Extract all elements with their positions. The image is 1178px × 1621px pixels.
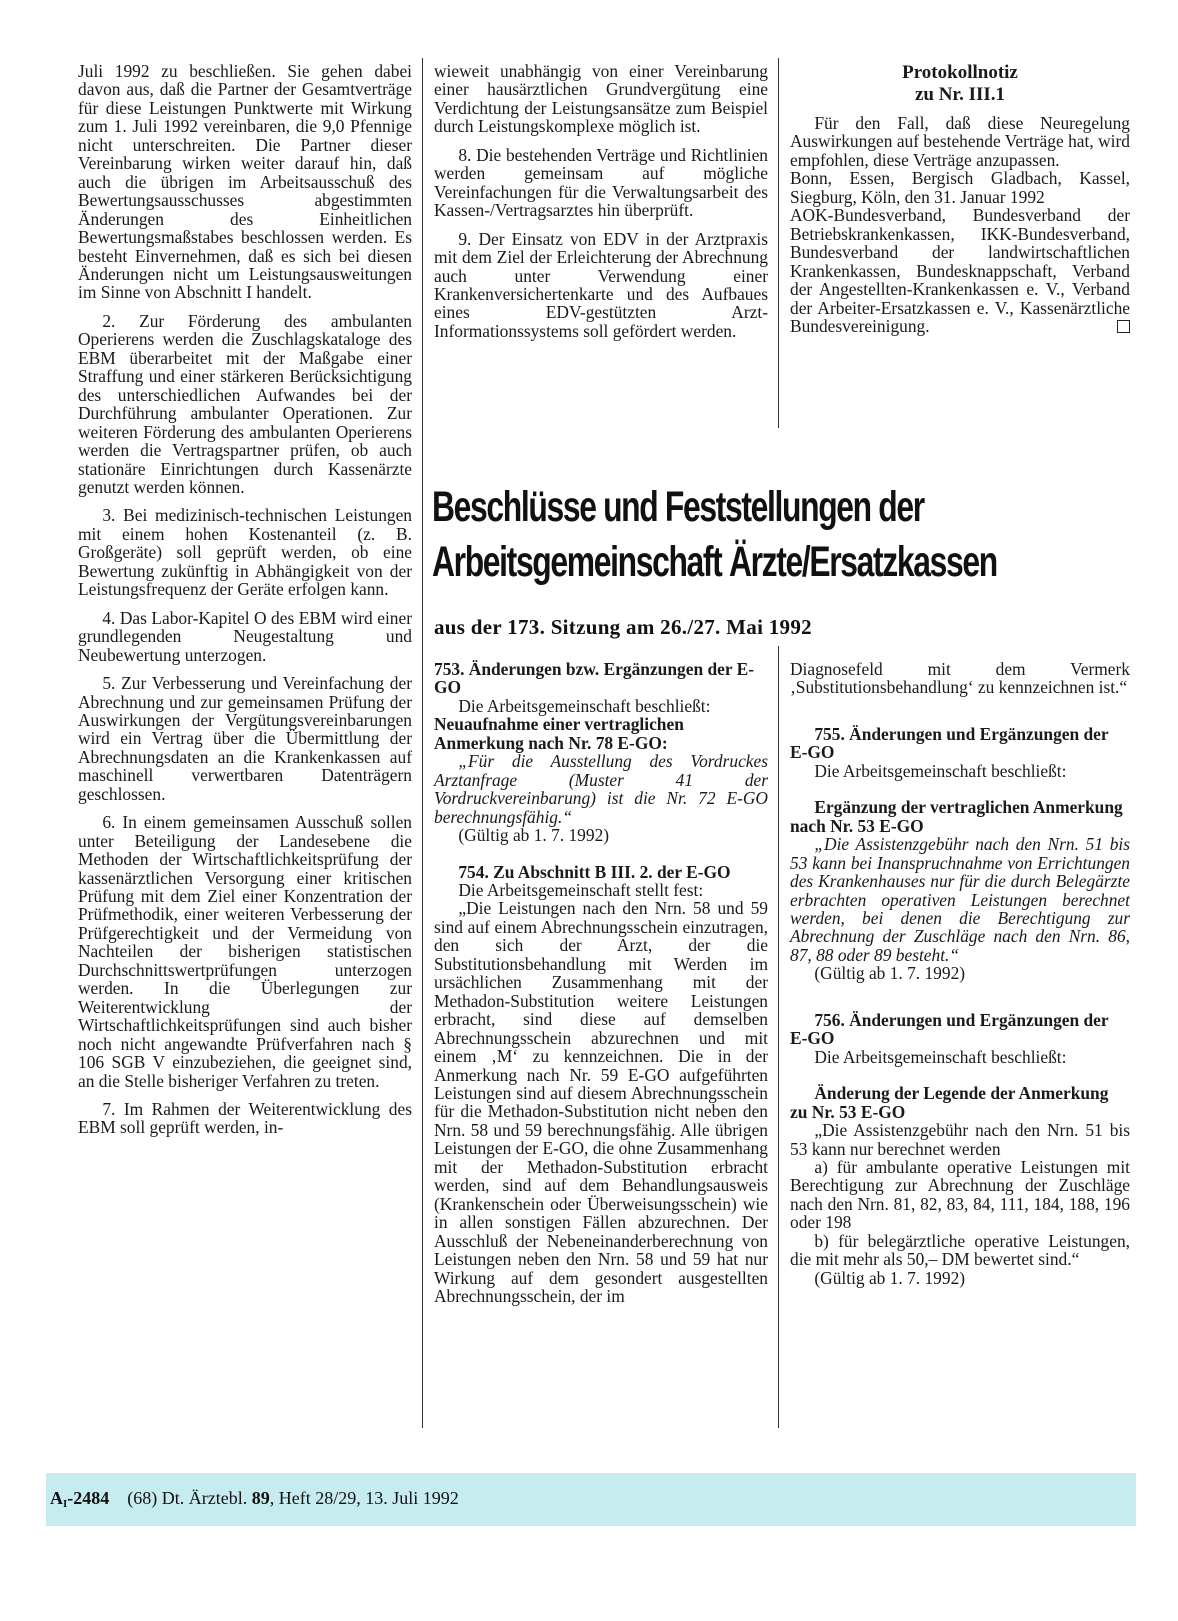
text: Die Arbeitsgemeinschaft stellt fest: [458, 879, 704, 900]
journal-name: (68) Dt. Ärztebl. [127, 1488, 248, 1508]
paragraph: wieweit unabhängig von einer Vereinbarung einer hausärztlichen Grundvergütung eine Verdichtung der Leistungsansätze zum Beispiel durch Leistungskomplexe möglich ist. [434, 61, 768, 137]
protokoll-title-line2: zu Nr. III.1 [914, 84, 1006, 105]
column-5 [790, 660, 1130, 1287]
column-2 [434, 62, 768, 350]
valid-from: (Gültig ab 1. 7. 1992) [814, 1267, 966, 1288]
valid-from: (Gültig ab 1. 7. 1992) [458, 825, 610, 846]
signatories [790, 206, 1130, 335]
section-heading-756: 756. Änderungen und Ergänzungen der E-GO [790, 1009, 1109, 1049]
protokoll-title-line1: Protokollnotiz [902, 62, 1018, 83]
article-subheadline: aus der 173. Sitzung am 26./27. Mai 1992 [434, 615, 812, 639]
paragraph: Juli 1992 zu beschließen. Sie gehen dabei davon aus, daß die Partner der Gesamtverträge für diese Leistungen Punktwerte mit Wirkung zum 1. Juli 1992 vereinbaren, die 9,0 Pfennige nicht unterschreiten. Die Partner dieser Vereinbarung wirken weiter darauf hin, daß auch die übrigen im Arbeitsausschuß des Bewertungsausschusses abgestimmten Änderungen des Einheitlichen Bewertungsmaßstabes beschlossen werden. Es besteht Einvernehmen, daß es sich bei diesen Änderungen nicht um Leistungsausweitungen im Sinne von Abschnitt I handelt. [78, 61, 412, 303]
headline-line2: Arbeitsgemeinschaft Ärzte/Ersatzkassen [432, 538, 997, 586]
issue-date: , Heft 28/29, 13. Juli 1992 [269, 1488, 459, 1508]
paragraph-8: 8. Die bestehenden Verträge und Richtlinien werden gemeinsam auf mögliche Vereinfachungen für die Verwaltungsarbeit des Kassen-/Vertragsarztes hin überprüft. [434, 144, 768, 221]
page-ref-subscript: I [63, 1498, 68, 1510]
list-item-b: b) für belegärztliche operative Leistungen, die mit mehr als 50,– DM bewertet sind.“ [790, 1230, 1130, 1270]
paragraph-6: 6. In einem gemeinsamen Ausschuß sollen unter Beteiligung der Landesebene die Methoden der Wirtschaftlichkeitsprüfung der kassenärztlichen Versorgung einer kritischen Prüfung mit dem Ziel einer Konzentration der Prüfmethodik, einer weiteren Verbesserung der Prüfgerechtigkeit und der Vermeidung von Nachteilen der bisherigen statistischen Durchschnittswertprüfungen unterzogen werden. In die Überlegungen zur Weiterentwicklung der Wirtschaftlichkeitsprüfungen sind auch bisher noch nicht angewandte Prüfverfahren nach § 106 SGB V einzubeziehen, die geeignet sind, an die Stelle bisheriger Verfahren zu treten. [78, 812, 412, 1091]
quote: „Die Assistenzgebühr nach den Nrn. 51 bis 53 kann bei Inanspruchnahme von Errichtungen des Krankenhauses nur für die durch Belegärzte erbrachten operativen Leistungen berechnet werden, bei denen die Berechtigung zur Abrechnung der Zuschläge nach den Nrn. 86, 87, 88 oder 89 besteht.“ [790, 834, 1130, 965]
subheading: Änderung der Legende der Anmerkung zu Nr. 53 E-GO [790, 1083, 1109, 1122]
paragraph-4: 4. Das Labor-Kapitel O des EBM wird einer grundlegenden Neugestaltung und Neubewertung unterzogen. [78, 607, 412, 665]
column-divider [778, 646, 779, 1428]
protokoll-title [790, 62, 1130, 106]
page-ref-number: -2484 [67, 1488, 110, 1508]
section-heading-754: 754. Zu Abschnitt B III. 2. der E-GO [458, 861, 731, 882]
quote: „Die Leistungen nach den Nrn. 58 und 59 sind auf einem Abrechnungsschein einzutragen, den sich der Arzt, der die Substitutionsbehandlung mit Werden im ursächlichen Zusammenhang mit der Methadon-Substitution weitere Leistungen erbracht, sind diese auf demselben Abrechnungsschein abzurechnen und mit einem ‚M‘ zu kennzeichnen. Die in der Anmerkung nach Nr. 59 E-GO aufgeführten Leistungen sind auf diesem Abrechnungsschein für die Methadon-Substitution nicht neben den Nrn. 58 und 59 berechnungsfähig. Alle übrigen Leistungen der E-GO, die ohne Zusammenhang mit der Methadon-Substitution erbracht werden, sind auf dem Behandlungsausweis (Krankenschein oder Überweisungsschein) wie in allen sonstigen Fällen abzurechnen. Der Ausschluß der Nebeneinanderberechnung von Leistungen neben den Nrn. 58 und 59 hat nur Wirkung auf dem gesondert ausgestellten Abrechnungsschein, der im [434, 898, 768, 1306]
paragraph-5: 5. Zur Verbesserung und Vereinfachung der Abrechnung und zur gemeinsamen Prüfung der Auswirkungen der Vergütungsvereinbarungen wird ein Vertrag über die Übermittlung der Abrechnungsdaten an die Krankenkassen auf maschinell verwertbaren Datenträgern geschlossen. [78, 673, 412, 804]
column-1 [78, 62, 412, 1147]
paragraph-7: 7. Im Rahmen der Weiterentwicklung des EBM soll geprüft werden, in- [78, 1099, 412, 1138]
paragraph-3: 3. Bei medizinisch-technischen Leistungen mit einem hohen Kostenanteil (z. B. Großgeräte) soll geprüft werden, ob eine Bewertung zukünftig in Abhängigkeit von der Leistungsfrequenz der Geräte erfolgen kann. [78, 505, 412, 600]
subheading: Ergänzung der vertraglichen Anmerkung nach Nr. 53 E-GO [790, 797, 1123, 836]
quote-continuation: Diagnosefeld mit dem Vermerk ‚Substitutionsbehandlung‘ zu kennzeichnen ist.“ [790, 659, 1130, 698]
volume: 89 [251, 1488, 270, 1508]
article-headline [432, 480, 1142, 590]
page-ref-letter: A [50, 1488, 63, 1508]
footer-citation [50, 1488, 459, 1510]
paragraph: Für den Fall, daß diese Neuregelung Auswirkungen auf bestehende Verträge hat, wird empfohlen, diese Verträge anzupassen. [790, 113, 1130, 170]
text: Die Arbeitsgemeinschaft beschließt: [814, 1046, 1067, 1067]
section-heading-753: 753. Änderungen bzw. Ergänzungen der E-GO [434, 659, 754, 698]
protokollnotiz-column [790, 62, 1130, 335]
place-date: Bonn, Essen, Bergisch Gladbach, Kassel, Siegburg, Köln, den 31. Januar 1992 [790, 168, 1130, 207]
subheading: Neuaufnahme einer vertraglichen Anmerkung nach Nr. 78 E-GO: [434, 714, 684, 753]
quote: „Für die Ausstellung des Vordruckes Arztanfrage (Muster 41 der Vordruckvereinbarung) ist die Nr. 72 E-GO berechnungsfähig.“ [434, 751, 768, 827]
end-square-icon [1117, 320, 1130, 333]
text: Die Arbeitsgemeinschaft beschließt: [814, 760, 1067, 781]
text: Die Arbeitsgemeinschaft beschließt: [458, 695, 711, 716]
section-heading-755: 755. Änderungen und Ergänzungen der E-GO [790, 723, 1109, 763]
paragraph-2: 2. Zur Förderung des ambulanten Operierens werden die Zuschlagskataloge des EBM überarbeitet mit der Maßgabe einer Straffung und einer stärkeren Berücksichtigung des unterschiedlichen Aufwandes bei der Durchführung ambulanter Operationen. Zur weiteren Förderung des ambulanten Operierens werden die Vertragspartner prüfen, ob auch stationäre Einrichtungen durch Kassenärzte genutzt werden können. [78, 310, 412, 497]
page-ref [50, 1488, 109, 1508]
paragraph-9: 9. Der Einsatz von EDV in der Arztpraxis mit dem Ziel der Erleichterung der Abrechnung auch unter Verwendung einer Krankenversichertenkarte und des Aufbaues eines EDV-gestützten Arzt-Informationssystems soll gefördert werden. [434, 228, 768, 341]
headline-line1: Beschlüsse und Feststellungen der [432, 483, 924, 531]
column-4 [434, 660, 768, 1305]
valid-from: (Gültig ab 1. 7. 1992) [814, 963, 966, 984]
column-divider [778, 58, 779, 428]
quote: „Die Assistenzgebühr nach den Nrn. 51 bis 53 kann nur berechnet werden [790, 1120, 1130, 1159]
column-divider [422, 58, 423, 1428]
list-item-a: a) für ambulante operative Leistungen mit Berechtigung zur Abrechnung der Zuschläge nach den Nrn. 81, 82, 83, 84, 111, 184, 188, 196 oder 198 [790, 1156, 1130, 1233]
signatories-text: AOK-Bundesverband, Bundesverband der Betriebskrankenkassen, IKK-Bundesverband, Bundesverband der landwirtschaftlichen Krankenkassen, Bundesknappschaft, Verband der Angestellten-Krankenkassen e. V., Verband der Arbeiter-Ersatzkassen e. V., Kassenärztliche Bundesvereinigung. [790, 205, 1130, 336]
